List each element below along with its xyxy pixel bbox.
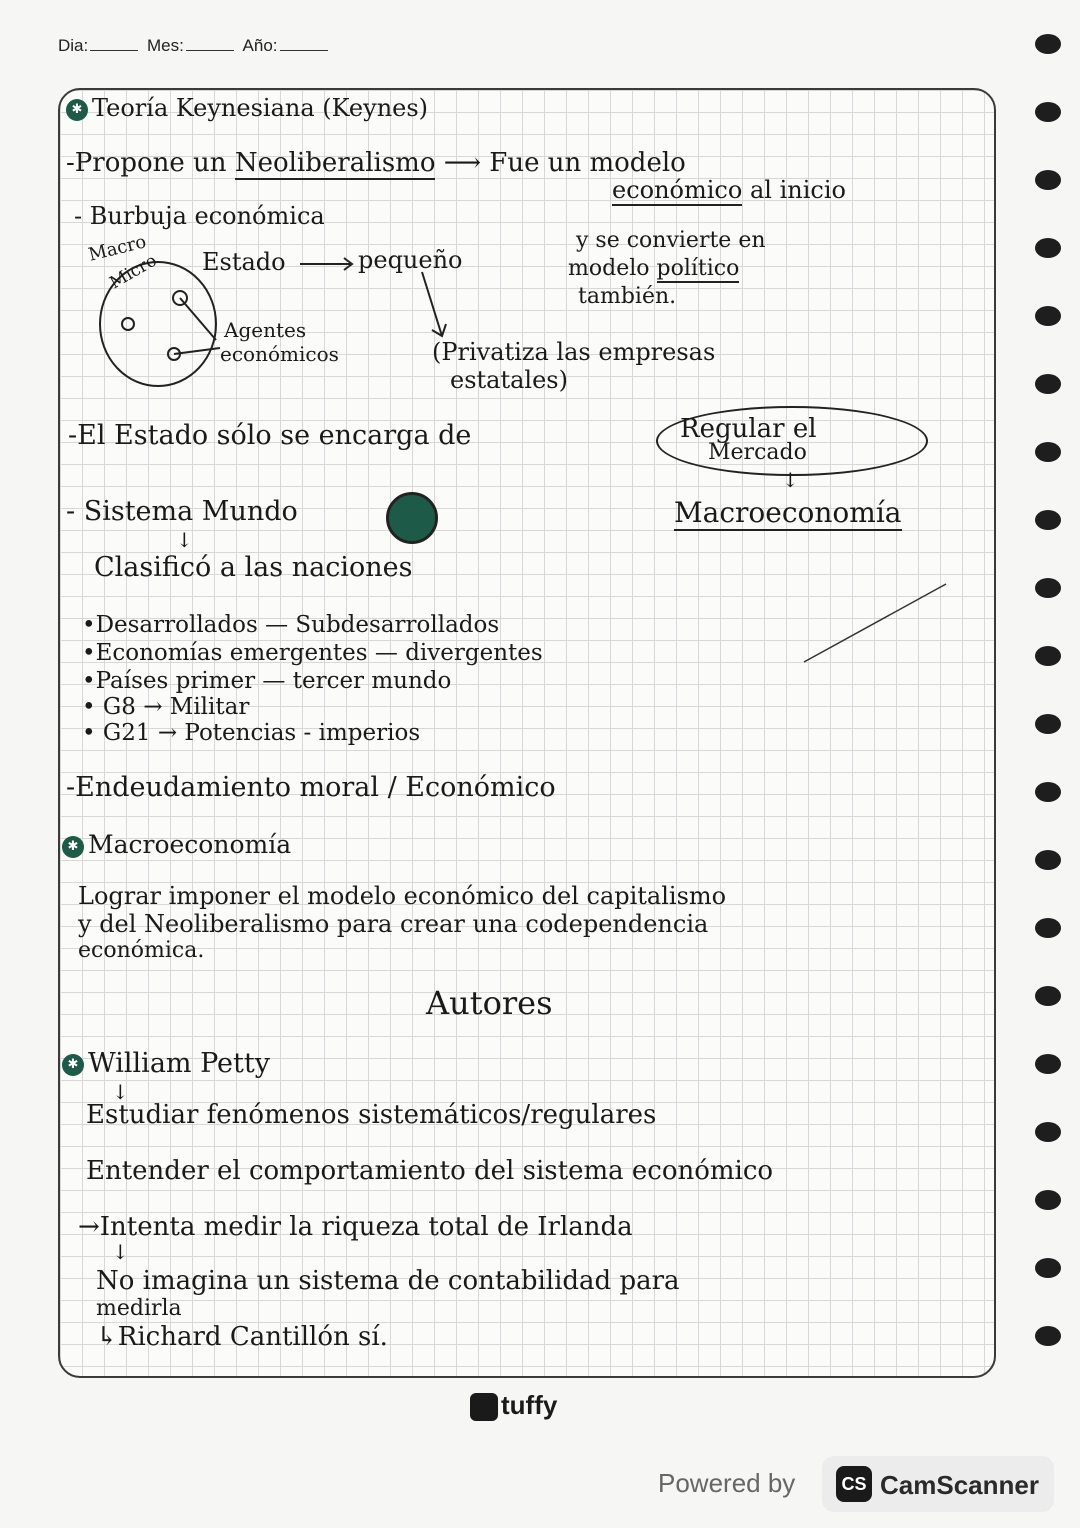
list-item: • G8 → Militar bbox=[82, 694, 250, 720]
mes-blank bbox=[186, 36, 234, 51]
pencil-stroke bbox=[800, 578, 950, 668]
line-modelo-politico: modelo político bbox=[568, 256, 740, 281]
tuffy-logo-icon bbox=[470, 1393, 498, 1421]
dia-blank bbox=[90, 36, 138, 51]
macro-paragraph-line: y del Neoliberalismo para crear una codependencia bbox=[78, 910, 709, 938]
label-macroeconomia: Macroeconomía bbox=[674, 496, 902, 529]
star-bullet-icon: ✱ bbox=[66, 99, 88, 121]
author-william-petty: ✱ William Petty bbox=[62, 1048, 270, 1079]
notebook-page bbox=[58, 88, 996, 1378]
dia-label: Dia: bbox=[58, 36, 89, 55]
petty-line: medirla bbox=[96, 1296, 182, 1321]
petty-line: →Intenta medir la riqueza total de Irlanda bbox=[78, 1212, 633, 1242]
line-economico: económico al inicio bbox=[612, 176, 846, 204]
section-title-macroeconomia: ✱ Macroeconomía bbox=[62, 830, 291, 859]
arrow-down-icon: ↓ bbox=[112, 1080, 129, 1104]
tuffy-logo: tuffy bbox=[470, 1390, 557, 1421]
heading-autores: Autores bbox=[426, 984, 553, 1022]
date-header bbox=[58, 36, 332, 56]
line-estatales: estatales) bbox=[450, 366, 568, 394]
star-bullet-icon: ✱ bbox=[62, 836, 84, 858]
arrow-down-icon: ↓ bbox=[782, 468, 799, 492]
camscanner-label: CamScanner bbox=[880, 1470, 1039, 1500]
agent-line bbox=[174, 348, 220, 354]
macro-paragraph-line: Lograr imponer el modelo económico del capitalismo bbox=[78, 882, 727, 910]
label-mercado: Mercado bbox=[708, 440, 807, 465]
line-el-estado: -El Estado sólo se encarga de bbox=[68, 420, 472, 451]
line-privatiza: (Privatiza las empresas bbox=[432, 338, 716, 366]
line-propone: -Propone un Neoliberalismo ⟶ Fue un modelo bbox=[66, 148, 686, 178]
label-micro: Micro bbox=[106, 250, 161, 294]
line-tambien: también. bbox=[578, 284, 677, 309]
agent-line bbox=[180, 298, 216, 340]
globe-icon bbox=[386, 492, 438, 544]
list-item: • G21 → Potencias - imperios bbox=[82, 720, 421, 746]
star-bullet-icon: ✱ bbox=[62, 1054, 84, 1076]
spiral-rings bbox=[1030, 30, 1070, 1410]
camscanner-icon: CS bbox=[836, 1466, 872, 1502]
label-macro: Macro bbox=[86, 231, 149, 266]
ano-blank bbox=[280, 36, 328, 51]
neoliberalismo-term: Neoliberalismo bbox=[234, 148, 436, 178]
label-pequeno: pequeño bbox=[358, 246, 463, 274]
list-item: •Desarrollados — Subdesarrollados bbox=[82, 612, 500, 638]
label-estado: Estado bbox=[202, 248, 286, 276]
mes-label: Mes: bbox=[146, 36, 184, 55]
arrow-icon: ⟶ bbox=[443, 148, 482, 178]
petty-line: ↳Richard Cantillón sí. bbox=[96, 1322, 388, 1352]
petty-line: Estudiar fenómenos sistemáticos/regulares bbox=[86, 1100, 657, 1130]
arrow-down-icon: ↓ bbox=[112, 1240, 129, 1264]
label-agentes: Agentes bbox=[224, 318, 307, 342]
petty-line: Entender el comportamiento del sistema económico bbox=[86, 1156, 774, 1186]
list-item: •Países primer — tercer mundo bbox=[82, 668, 452, 694]
line-burbuja: - Burbuja económica bbox=[74, 202, 325, 230]
arrow-line bbox=[422, 272, 442, 336]
petty-line: No imagina un sistema de contabilidad para bbox=[96, 1266, 680, 1296]
section-title-keynes: ✱ Teoría Keynesiana (Keynes) bbox=[66, 94, 428, 122]
label-regular: Regular el bbox=[680, 414, 817, 444]
line-se-convierte: y se convierte en bbox=[576, 228, 766, 253]
line-endeudamiento: -Endeudamiento moral / Económico bbox=[66, 772, 556, 803]
powered-by-label: Powered by bbox=[658, 1468, 796, 1498]
label-economicos: económicos bbox=[220, 342, 339, 366]
agent-dot bbox=[122, 318, 134, 330]
line-clasifico: Clasificó a las naciones bbox=[94, 552, 413, 583]
line-sistema-mundo: - Sistema Mundo bbox=[66, 496, 298, 527]
arrow-down-icon: ↓ bbox=[176, 528, 193, 552]
macro-paragraph-line: económica. bbox=[78, 938, 205, 963]
list-item: •Economías emergentes — divergentes bbox=[82, 640, 543, 666]
spiral-binding bbox=[1030, 30, 1064, 1414]
ano-label: Año: bbox=[242, 36, 278, 55]
